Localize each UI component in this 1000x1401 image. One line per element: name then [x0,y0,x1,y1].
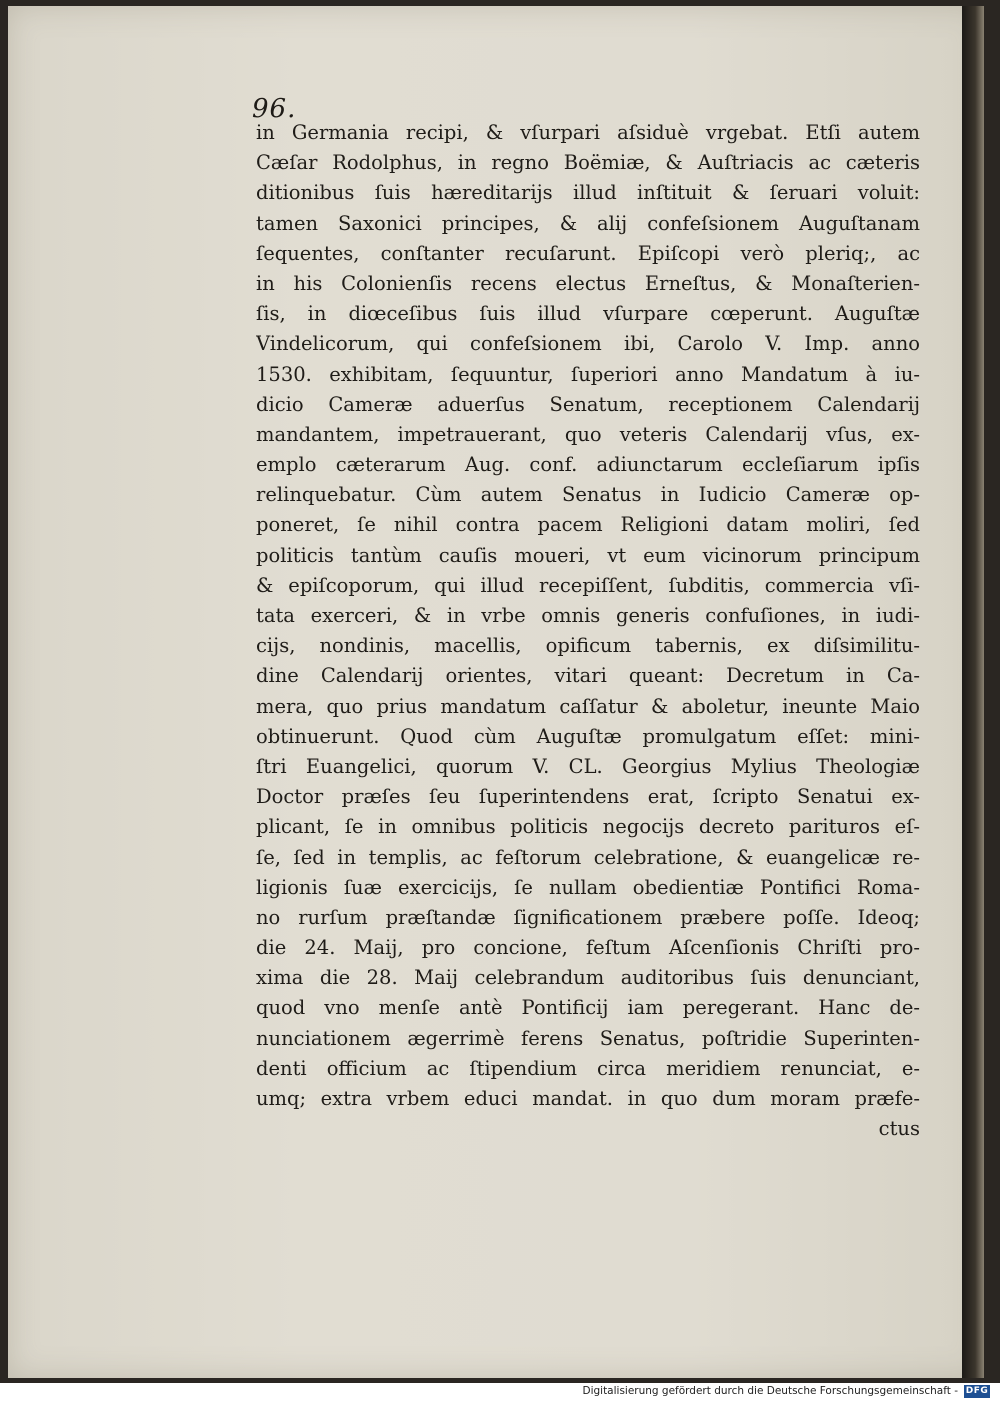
page-number: 96. [252,94,297,124]
text-line: ligionis ſuæ exercicijs, ſe nullam obedientiæ Pontifici Roma- [256,875,920,899]
text-line: tata exerceri, & in vrbe omnis generis confuſiones, in iudi- [256,604,920,627]
text-line: tamen Saxonici principes, & alij confeſsionem Auguſtanam [256,211,920,235]
funding-credit: Digitalisierung gefördert durch die Deutsche Forschungsgemeinschaft - [582,1385,958,1397]
text-line: denti officium ac ſtipendium circa meridiem renunciat, e- [256,1056,920,1080]
text-line: ſe, ſed in templis, ac feſtorum celebratione, & euangelicæ re- [256,845,920,869]
text-line: 1530. exhibitam, ſequuntur, ſuperiori anno Mandatum à iu- [256,362,920,386]
text-line: politicis tantùm cauſis moueri, vt eum vicinorum principum [256,543,920,567]
text-line: Doctor præſes ſeu ſuperintendens erat, ſcripto Senatui ex- [256,785,920,809]
text-line: relinquebatur. Cùm autem Senatus in Iudicio Cameræ op- [256,483,920,507]
text-line: nunciationem ægerrimè ferens Senatus, poſtridie Superinten- [256,1026,920,1050]
text-line: plicant, ſe in omnibus politicis negocijs decreto parituros eſ- [256,815,920,839]
footer-bar [0,1383,1000,1401]
text-line: & epiſcoporum, qui illud recepiſſent, ſubditis, commercia vſi- [256,573,920,597]
text-line: in his Colonienſis recens electus Erneſtus, & Monaſterien- [256,271,920,295]
catchword: ctus [878,1117,920,1141]
text-line: dicio Cameræ aduerſus Senatum, receptionem Calendarij [256,392,920,416]
dfg-logo-icon[interactable]: DFG [965,1386,989,1396]
text-line: poneret, ſe nihil contra pacem Religioni datam moliri, ſed [256,513,920,537]
text-line: xima die 28. Maij celebrandum auditoribus ſuis denunciant, [256,966,920,990]
text-line: ditionibus ſuis hæreditarijs illud inſtituit & ſeruari voluit: [256,181,920,205]
text-line: Cæſar Rodolphus, in regno Boëmiæ, & Auſtriacis ac cæteris [256,151,920,175]
text-line: quod vno menſe antè Pontificij iam peregerant. Hanc de- [256,996,920,1020]
text-line: ſis, in diœceſibus ſuis illud vſurpare cœperunt. Auguſtæ [256,302,920,326]
text-line: in Germania recipi, & vſurpari aſsiduè vrgebat. Etſi autem [256,121,920,144]
text-line: mera, quo prius mandatum caſſatur & aboletur, ineunte Maio [256,694,920,718]
text-line: umq; extra vrbem educi mandat. in quo dum moram præfe- [256,1087,920,1110]
text-line: ſequentes, conſtanter recuſarunt. Epiſcopi verò pleriq;, ac [256,241,920,265]
text-line: die 24. Maij, pro concione, feſtum Aſcenſionis Chriſti pro- [256,936,920,960]
text-line: cijs, nondinis, macellis, opificum tabernis, ex diſsimilitu- [256,634,920,658]
text-line: obtinuerunt. Quod cùm Auguſtæ promulgatum eſſet: mini- [256,724,920,748]
text-line: Vindelicorum, qui confeſsionem ibi, Carolo V. Imp. anno [256,332,920,356]
text-line: ſtri Euangelici, quorum V. CL. Georgius Mylius Theologiæ [256,754,920,778]
text-line: emplo cæterarum Aug. conf. adiunctarum eccleſiarum ipſis [256,453,920,477]
text-line: dine Calendarij orientes, vitari queant: Decretum in Ca- [256,664,920,688]
text-line: mandantem, impetrauerant, quo veteris Calendarij vſus, ex- [256,422,920,446]
text-line: no rurſum præſtandæ ſignificationem præbere poſſe. Ideoq; [256,905,920,929]
body-text [256,118,920,1144]
book-gutter [962,6,984,1378]
